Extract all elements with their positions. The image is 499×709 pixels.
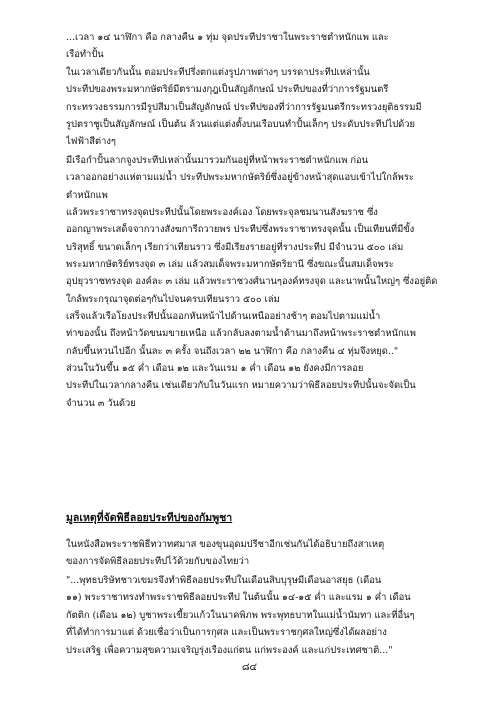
text-line: ไฟฟ้าสีต่างๆ (66, 136, 116, 148)
text-line: กระทรวงธรรมการมีรูปสีมาเป็นสัญลักษณ์ ประทีปของที่ว่าการรัฐมนตรีกระทรวงยุติธรรมมี (66, 101, 422, 113)
text-line: มีเรือกำปั้นลากจูงประทีปเหล่านั้นมารวมกันอยู่ที่หน้าพระราชตำหนักแพ ก่อน (66, 155, 369, 166)
text-line: ออกญาพระเสด็จจากวางสังฆการีถวายพร ประทีปซึ่งพระราชาทรงจุดนั้น เป็นเทียนที่มีขั้ง (66, 224, 415, 236)
section-heading: มูลเหตุที่จัดพิธีลอยประทีปของกัมพูชา (66, 512, 233, 524)
text-line: กลับขึ้นหวนไปอีก นั้นละ ๓ ครั้ง จนถึงเวลา ๒๒ นาฬิกา คือ กลางคืน ๔ ทุ่มจึงหยุด.." (66, 345, 399, 357)
text-line: ประเสริฐ เพื่อความสุขความเจริญรุ่งเรืองแก่ตน แก่พระองค์ และแก่ประเทศชาติ..." (66, 644, 393, 656)
text-line: ๑๑) พระราชาทรงทำพระราชพิธีลอยประทีป ในต้นนั้น ๑๔-๑๕ ค่ำ และแรม ๑ ค่ำ เดือน (66, 592, 411, 604)
paragraph (66, 536, 438, 571)
page-number: ๘๔ (241, 662, 258, 673)
paragraph (66, 204, 438, 256)
text-line: จำนวน ๓ วันด้วย (66, 397, 136, 409)
text-line: ส่วนในวันขึ้น ๑๕ ค่ำ เดือน ๑๒ และวันแรม ๑ ค่ำ เดือน ๑๒ ยังคงมีการลอย (66, 363, 364, 374)
text-line: กัตติก (เดือน ๑๒) บูชาพระเขี้ยวแก้วในนาคพิภพ พระพุทธบาทในแม่น้ำนัมทา และที่อื่นๆ (66, 609, 415, 621)
text-line: ในหนังสือพระราชพิธีทวาทศมาส ของขุนอุดมปรีชาอีกเช่นกันได้อธิบายถึงสาเหตุ (66, 539, 385, 550)
text-line: เวลาออกอย่างแห่ตามแม่น้ำ ประทีปพระมหากษัตริย์ซึ่งอยู่ข้างหน้าสุดแอบเข้าไปใกล้พระ (66, 172, 414, 184)
paragraph (66, 152, 438, 204)
text-line: เสร็จแล้วเรือโยงประทีปนั้นออกหันหน้าไปด้านเหนืออย่างช้าๆ ตอมไปตามแม่น้ำ (66, 311, 381, 322)
text-line: รูปตราชูเป็นสัญลักษณ์ เป็นต้น ล้วนแต่แต่งตั้งบนเรือบนทำปั้นเล็กๆ ประดับประทีปไปด้วย (66, 119, 416, 131)
paragraph (66, 308, 438, 360)
text-line: ในเวลาเดียวกันนั้น ตอมประทีปรึ่งตกแต่งรูปภาพต่างๆ บรรดาประทีปเหล่านั้น (66, 66, 370, 78)
text-line: เรือทำปั้น (66, 49, 104, 61)
text-line: "...พุทธบริษัทชาวเขมรจึงทำพิธีลอยประทีปในเดือนสิบบุรุษมีเดือนอาสยุธ (เดือน (66, 575, 382, 586)
text-line: ของการจัดพิธีลอยประทีปไว้ด้วยกับของไทยว่า (66, 556, 250, 568)
paragraph (66, 572, 438, 659)
text-line: ตำหนักแพ (66, 189, 108, 201)
text-line: อุปยุวราชทรงจุด องค์ละ ๓ เล่ม แล้วพระราชวงศ์นานๆองค์ทรงจุด และนาพนั้นใหญ่ๆ ซึ่งอยู่ติด (66, 276, 438, 288)
paragraph (66, 256, 438, 308)
paragraph (66, 29, 438, 151)
text-line: ประทีปในเวลากลางคืน เช่นเดียวกับในวันแรก หมายความว่าพิธีลอยประทีปนั้นจะจัดเป็น (66, 380, 416, 392)
text-line: พระมหากษัตริย์ทรงจุด ๓ เล่ม แล้วสมเด็จพระมหากษัตริยานี ซึ่งขณะนั้นสมเด็จพระ (66, 259, 394, 270)
text-line: ที่ได้ทำการมาแต่ ด้วยเชื่อว่าเป็นการกุศล และเป็นพระราชกุศลใหญ่ซึ่งได้ผลอย่าง (66, 627, 387, 639)
text-line: ท่าของนั้น ถึงหน้าวัดขนมขายเหนือ แล้วกลับลงตามน้ำด้านมาถึงหน้าพระราชตำหนักแพ (66, 328, 416, 340)
text-line: ประทีปของพระมหากษัตริย์มีตรามงกุฎเป็นสัญลักษณ์ ประทีปของที่ว่าการรัฐมนตรี (66, 84, 389, 96)
text-line: ใกล้พระกรุณาจุดต่อๆกันไปจนครบเทียนราว ๕๐๐ เล่ม (66, 293, 280, 305)
text-line: แล้วพระราชาทรงจุดประทีปนั้นโดยพระองค์เอง โดยพระจุลชมนานสังฆราช ซึ่ง (66, 207, 378, 218)
text-line: บริสุทธิ์ ขนาดเล็กๆ เรียกว่าเทียนราว ซึ่งมีเรียงรายอยู่ที่รางประทีป มีจำนวน ๕๐๐ เล่ม (66, 241, 404, 253)
paragraph (66, 360, 438, 412)
text-line: ...เวลา ๑๔ นาฬิกา คือ กลางคืน ๑ ทุ่ม จุดประทีปราชาในพระราชตำหนักแพ และ (66, 32, 389, 43)
